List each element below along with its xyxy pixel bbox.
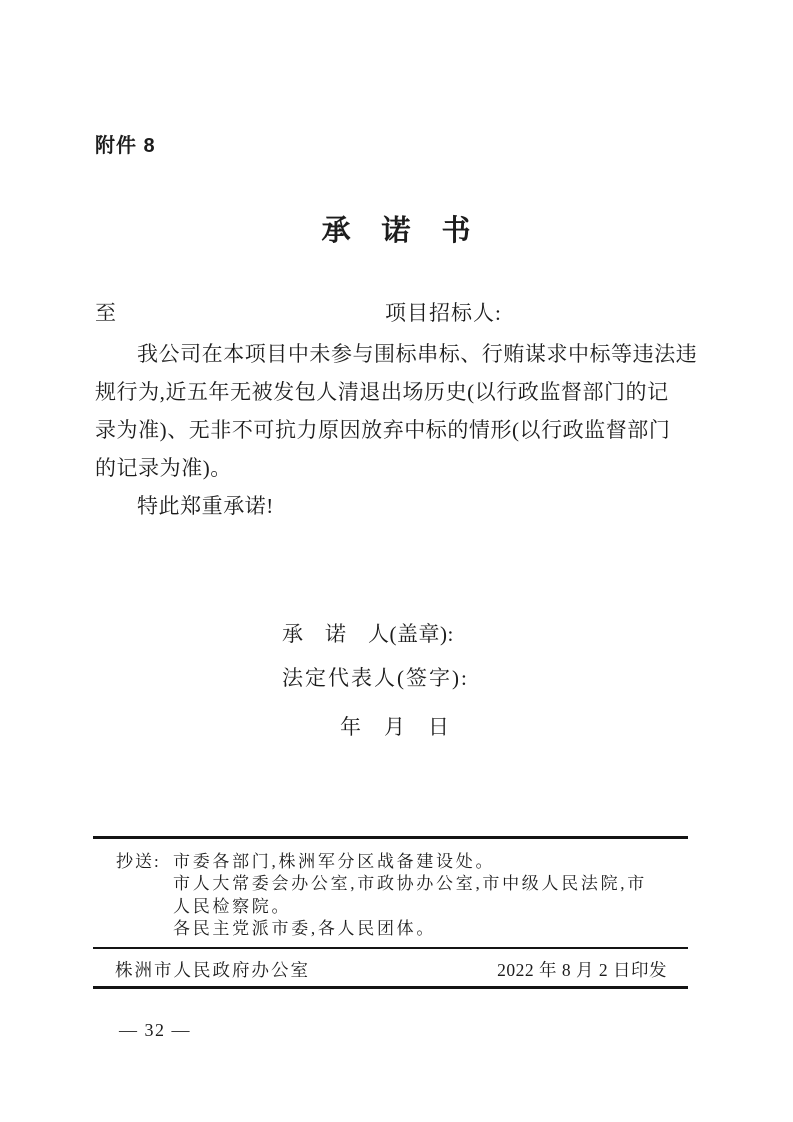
body-line: 规行为,近五年无被发包人清退出场历史(以行政监督部门的记	[95, 380, 669, 404]
body-line: 的记录为准)。	[95, 456, 232, 480]
body-paragraph	[95, 335, 707, 525]
issuing-office: 株洲市人民政府办公室	[115, 960, 310, 980]
salutation-tenderer-label: 项目招标人:	[385, 301, 502, 325]
footer-bottom-rule	[93, 986, 688, 989]
document-title: 承 诺 书	[321, 215, 472, 247]
cc-block	[116, 851, 688, 941]
attachment-label: 附件 8	[95, 135, 156, 157]
cc-label: 抄送:	[116, 852, 161, 871]
cc-line: 市人大常委会办公室,市政协办公室,市中级人民法院,市	[173, 874, 647, 894]
issue-date: 2022 年 8 月 2 日印发	[497, 960, 667, 980]
body-line: 录为准)、无非不可抗力原因放弃中标的情形(以行政监督部门	[95, 418, 671, 442]
body-line: 我公司在本项目中未参与围标串标、行贿谋求中标等违法违	[137, 342, 698, 366]
promisor-seal-label: 承 诺 人(盖章):	[282, 622, 454, 646]
cc-lines	[116, 851, 688, 941]
cc-line: 人民检察院。	[173, 896, 292, 916]
page-number: — 32 —	[119, 1020, 191, 1040]
issuer-line	[115, 958, 667, 982]
salutation-prefix: 至	[95, 301, 116, 325]
date-placeholder-line: 年 月 日	[340, 715, 450, 739]
cc-line: 各民主党派市委,各人民团体。	[173, 919, 437, 939]
salutation-line	[95, 300, 700, 327]
legal-representative-signature-label: 法定代表人(签字):	[282, 666, 469, 690]
pledge-line: 特此郑重承诺!	[137, 494, 274, 518]
footer-middle-rule	[93, 947, 688, 949]
footer-top-rule	[93, 836, 688, 839]
cc-line: 市委各部门,株洲军分区战备建设处。	[173, 852, 496, 871]
